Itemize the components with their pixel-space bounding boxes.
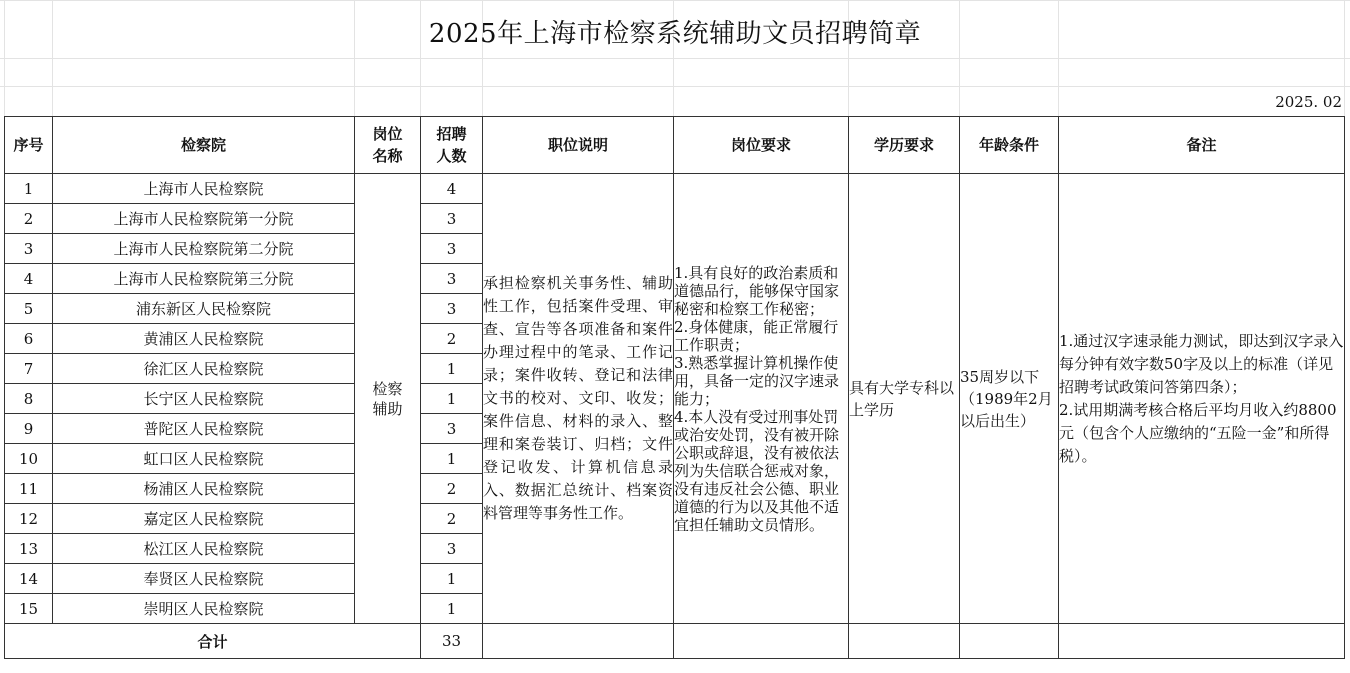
recruitment-table bbox=[4, 116, 1345, 659]
header-requirements: 岗位要求 bbox=[674, 117, 849, 174]
row-procuratorate: 浦东新区人民检察院 bbox=[53, 294, 355, 324]
row-count: 1 bbox=[421, 594, 483, 624]
row-procuratorate: 徐汇区人民检察院 bbox=[53, 354, 355, 384]
row-count: 2 bbox=[421, 504, 483, 534]
header-seq: 序号 bbox=[5, 117, 53, 174]
row-procuratorate: 长宁区人民检察院 bbox=[53, 384, 355, 414]
age-condition: 35周岁以下（1989年2月以后出生） bbox=[960, 174, 1059, 624]
total-empty-cell bbox=[674, 624, 849, 659]
row-seq: 7 bbox=[5, 354, 53, 384]
row-seq: 13 bbox=[5, 534, 53, 564]
job-description: 承担检察机关事务性、辅助性工作，包括案件受理、审查、宣告等各项准备和案件办理过程中的笔录、工作记录；案件收转、登记和法律文书的校对、文印、收发；案件信息、材料的录入、整理和案卷装订、归档；文件登记收发、计算机信息录入、数据汇总统计、档案资料管理等事务性工作。 bbox=[483, 174, 674, 624]
row-seq: 12 bbox=[5, 504, 53, 534]
row-procuratorate: 嘉定区人民检察院 bbox=[53, 504, 355, 534]
row-procuratorate: 黄浦区人民检察院 bbox=[53, 324, 355, 354]
total-empty-cell bbox=[483, 624, 674, 659]
row-count: 3 bbox=[421, 264, 483, 294]
remarks: 1.通过汉字速录能力测试，即达到汉字录入每分钟有效字数50字及以上的标准（详见招聘考试政策问答第四条）； 2.试用期满考核合格后平均月收入约8800元（包含个人应缴纳的“五险一金”和所得税）。 bbox=[1059, 174, 1345, 624]
row-procuratorate: 上海市人民检察院第一分院 bbox=[53, 204, 355, 234]
header-age: 年龄条件 bbox=[960, 117, 1059, 174]
row-seq: 10 bbox=[5, 444, 53, 474]
row-count: 3 bbox=[421, 234, 483, 264]
total-value: 33 bbox=[421, 624, 483, 659]
header-row bbox=[5, 117, 1345, 174]
row-count: 1 bbox=[421, 354, 483, 384]
row-seq: 9 bbox=[5, 414, 53, 444]
row-count: 2 bbox=[421, 474, 483, 504]
header-job-desc: 职位说明 bbox=[483, 117, 674, 174]
row-seq: 1 bbox=[5, 174, 53, 204]
row-procuratorate: 奉贤区人民检察院 bbox=[53, 564, 355, 594]
education-requirement: 具有大学专科以上学历 bbox=[849, 174, 960, 624]
row-seq: 15 bbox=[5, 594, 53, 624]
row-procuratorate: 杨浦区人民检察院 bbox=[53, 474, 355, 504]
row-count: 3 bbox=[421, 414, 483, 444]
issue-date: 2025. 02 bbox=[1275, 93, 1342, 111]
row-seq: 3 bbox=[5, 234, 53, 264]
row-count: 2 bbox=[421, 324, 483, 354]
header-procuratorate: 检察院 bbox=[53, 117, 355, 174]
row-count: 3 bbox=[421, 534, 483, 564]
table-row bbox=[5, 174, 1345, 204]
header-count: 招聘 人数 bbox=[421, 117, 483, 174]
row-seq: 2 bbox=[5, 204, 53, 234]
row-procuratorate: 上海市人民检察院第二分院 bbox=[53, 234, 355, 264]
row-count: 3 bbox=[421, 204, 483, 234]
row-procuratorate: 上海市人民检察院 bbox=[53, 174, 355, 204]
row-count: 1 bbox=[421, 384, 483, 414]
row-procuratorate: 上海市人民检察院第三分院 bbox=[53, 264, 355, 294]
row-count: 1 bbox=[421, 444, 483, 474]
row-seq: 11 bbox=[5, 474, 53, 504]
header-remarks: 备注 bbox=[1059, 117, 1345, 174]
row-procuratorate: 普陀区人民检察院 bbox=[53, 414, 355, 444]
total-label: 合计 bbox=[5, 624, 421, 659]
header-position: 岗位 名称 bbox=[355, 117, 421, 174]
header-education: 学历要求 bbox=[849, 117, 960, 174]
row-seq: 5 bbox=[5, 294, 53, 324]
page-title: 2025年上海市检察系统辅助文员招聘简章 bbox=[428, 19, 922, 49]
row-count: 3 bbox=[421, 294, 483, 324]
total-row bbox=[5, 624, 1345, 659]
position-name: 检察 辅助 bbox=[355, 174, 421, 624]
total-empty-cell bbox=[849, 624, 960, 659]
row-procuratorate: 松江区人民检察院 bbox=[53, 534, 355, 564]
row-seq: 6 bbox=[5, 324, 53, 354]
total-empty-cell bbox=[960, 624, 1059, 659]
row-seq: 4 bbox=[5, 264, 53, 294]
row-count: 1 bbox=[421, 564, 483, 594]
row-seq: 14 bbox=[5, 564, 53, 594]
row-procuratorate: 崇明区人民检察院 bbox=[53, 594, 355, 624]
total-empty-cell bbox=[1059, 624, 1345, 659]
row-count: 4 bbox=[421, 174, 483, 204]
row-seq: 8 bbox=[5, 384, 53, 414]
job-requirements: 1.具有良好的政治素质和道德品行，能够保守国家秘密和检察工作秘密； 2.身体健康，能正常履行工作职责； 3.熟悉掌握计算机操作使用，具备一定的汉字速录能力； 4.本人没有受过刑事处罚或治安处罚，没有被开除公职或辞退，没有被依法列为失信联合惩戒对象，没有违反社会公德、职业道德的行为以及其他不适宜担任辅助文员情形。 bbox=[674, 174, 849, 624]
row-procuratorate: 虹口区人民检察院 bbox=[53, 444, 355, 474]
